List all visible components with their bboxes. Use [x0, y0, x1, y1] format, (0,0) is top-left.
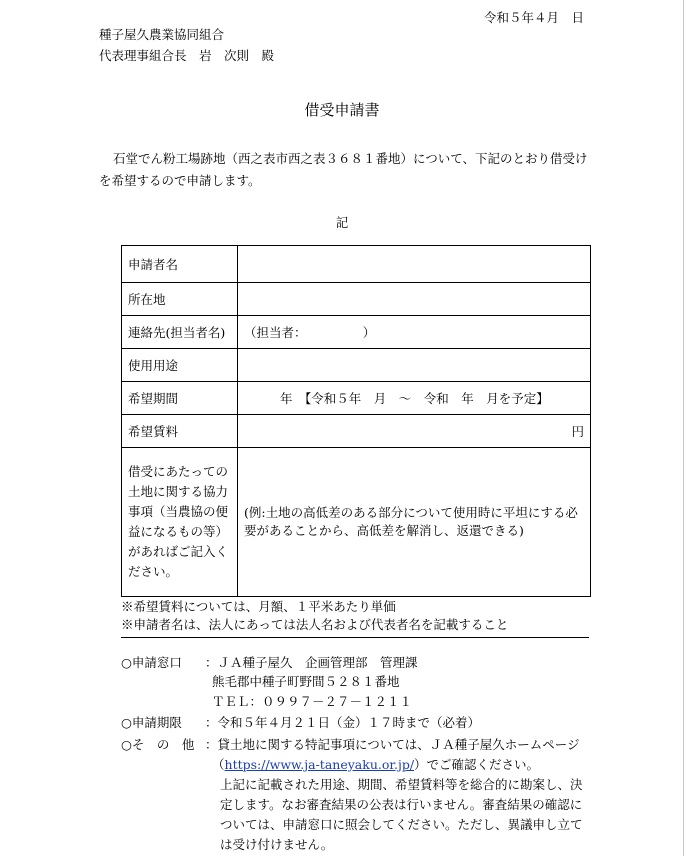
cooperation-label — [122, 448, 238, 597]
fee-field[interactable]: 円 — [238, 415, 591, 448]
period-label: 希望期間 — [122, 382, 238, 415]
purpose-label: 使用用途 — [122, 349, 238, 382]
other-row — [121, 735, 580, 753]
cooperation-label-line: ださい。 — [128, 564, 179, 579]
table-row — [122, 349, 591, 382]
window-key: ○申請窓口 — [121, 655, 182, 670]
cooperation-label-line: 土地に関する協力 — [128, 484, 229, 499]
other-url-line — [212, 755, 539, 773]
date-line: 令和５年４月 日 — [483, 10, 584, 25]
url-suffix: ）でご確認ください。 — [414, 757, 540, 772]
table-row — [122, 382, 591, 415]
note-applicant: ※申請者名は、法人にあっては法人名および代表者名を記載すること — [121, 617, 509, 632]
ki-heading: 記 — [335, 215, 349, 230]
other-line: 定します。なお審査結果の公表は行いません。審査結果の確認に — [220, 797, 583, 812]
window-phone: ＴＥＬ：０９９７－２７－１２１１ — [212, 694, 413, 709]
cooperation-label-line: 借受にあたっての — [128, 464, 229, 479]
applicant-name-field[interactable] — [238, 246, 591, 283]
other-key: ○そ の 他 — [121, 737, 195, 752]
cooperation-label-line: 益になるもの等） — [128, 524, 229, 539]
intro-line-2: を希望するので申請します。 — [99, 173, 261, 188]
applicant-name-label: 申請者名 — [122, 246, 238, 283]
fee-label: 希望賃料 — [122, 415, 238, 448]
window-row — [121, 653, 418, 671]
table-row — [122, 246, 591, 283]
organization-name: 種子屋久農業協同組合 — [99, 27, 225, 42]
note-fee: ※希望賃料については、月額、１平米あたり単価 — [121, 599, 396, 614]
address-label: 所在地 — [122, 283, 238, 316]
period-field[interactable]: 年 【令和５年 月 ～ 令和 年 月を予定】 — [238, 382, 591, 415]
document-title: 借受申請書 — [304, 101, 380, 119]
divider — [121, 637, 589, 638]
addressee: 代表理事組合長 岩 次則 殿 — [99, 48, 275, 63]
other-line: は受け付けません。 — [220, 837, 334, 852]
example-line: 要があることから、高低差を解消し、返還できる) — [244, 523, 524, 538]
paren-open: （ — [212, 757, 225, 772]
other-line: ：貸土地に関する特記事項については、ＪＡ種子屋久ホームページ — [205, 737, 580, 752]
purpose-field[interactable] — [238, 349, 591, 382]
table-row — [122, 316, 591, 349]
deadline-key: ○申請期限 — [121, 715, 182, 730]
cooperation-label-line: があればご記入く — [128, 544, 229, 559]
contact-label: 連絡先(担当者名) — [122, 316, 238, 349]
window-address: 熊毛郡中種子町野間５２８１番地 — [212, 674, 400, 689]
address-field[interactable] — [238, 283, 591, 316]
deadline-row — [121, 713, 480, 731]
deadline-value: ：令和５年４月２１日（金）１７時まで（必着） — [205, 715, 481, 730]
table-row — [122, 415, 591, 448]
other-line: ついては、申請窓口に照会してください。ただし、異議申し立て — [220, 817, 583, 832]
homepage-link[interactable]: https://www.ja-taneyaku.or.jp/ — [224, 757, 415, 772]
other-line: 上記に記載された用途、期間、希望賃料等を総合的に勘案し、決 — [220, 777, 583, 792]
window-line: ：ＪＡ種子屋久 企画管理部 管理課 — [205, 655, 418, 670]
contact-field[interactable]: （担当者： ） — [238, 316, 591, 349]
application-form-table — [121, 245, 591, 597]
example-line: (例:土地の高低差のある部分について使用時に平坦にする必 — [244, 505, 578, 520]
table-row — [122, 448, 591, 597]
intro-line-1: 石堂でん粉工場跡地（西之表市西之表３６８１番地）について、下記のとおり借受け — [113, 151, 588, 166]
cooperation-field[interactable] — [238, 448, 591, 597]
cooperation-label-line: 事項（当農協の便 — [128, 504, 229, 519]
table-row — [122, 283, 591, 316]
